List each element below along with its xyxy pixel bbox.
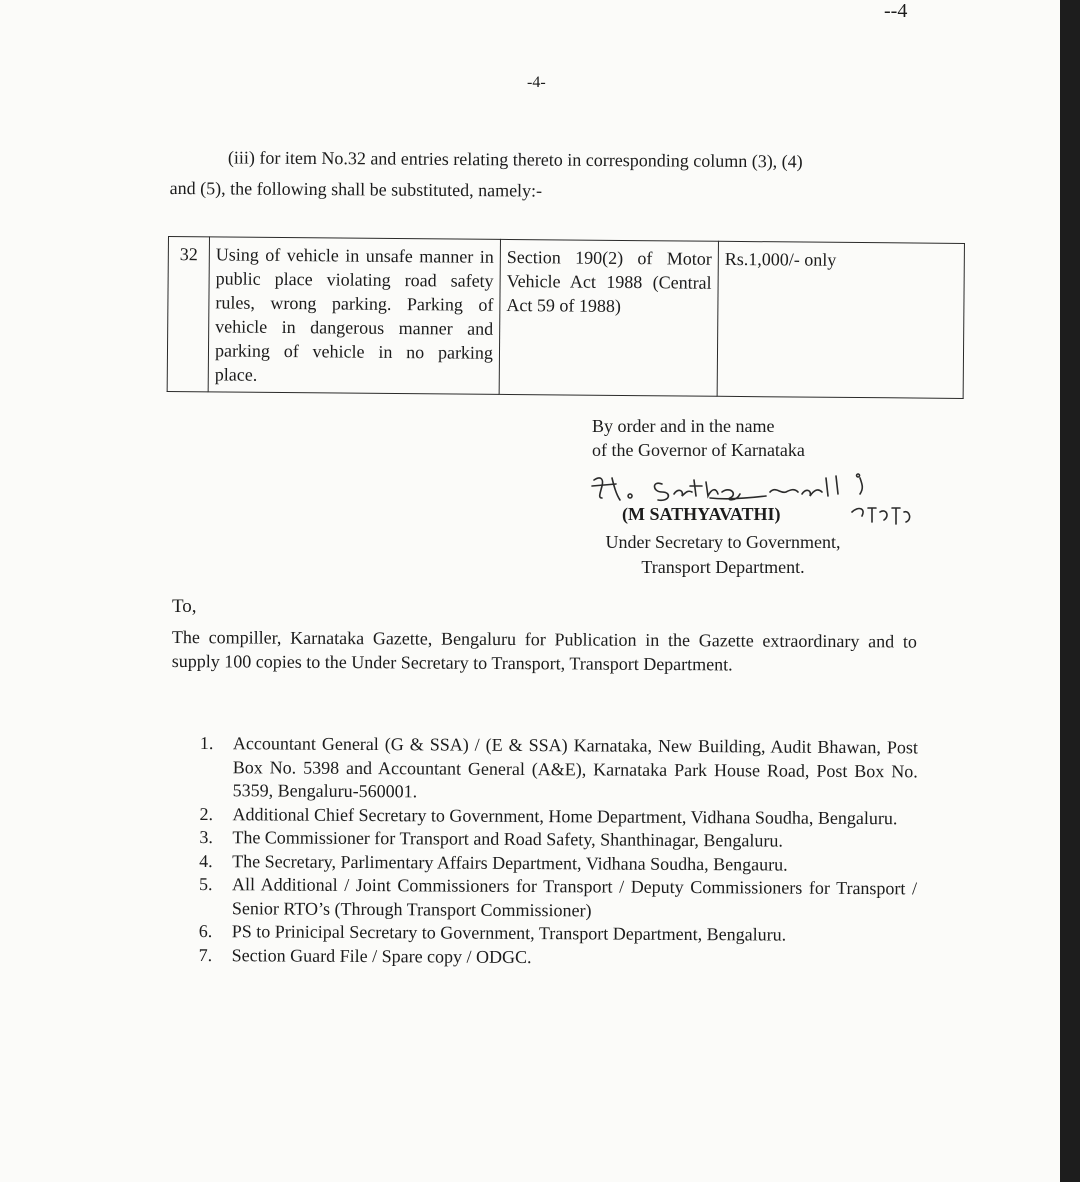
corner-page-number: --4 <box>884 0 908 22</box>
signatory-title-line-1: Under Secretary to Government, <box>605 532 841 552</box>
table-row <box>167 237 964 399</box>
list-item-number: 6. <box>198 920 213 942</box>
offence-cell: Using of vehicle in unsafe manner in public place violating road safety rules, wrong parking. Parking of vehicle in dangerous manner and parking of vehicle in no parking place. <box>208 237 500 395</box>
copy-distribution-list <box>199 732 918 971</box>
fine-cell: Rs.1,000/- only <box>717 241 964 398</box>
signatory-title <box>583 530 863 580</box>
intro-paragraph <box>170 142 915 209</box>
signatory-title-line-2: Transport Department. <box>641 557 805 577</box>
to-label: To, <box>172 596 197 617</box>
page-number: -4- <box>527 74 546 91</box>
list-item-text: Section Guard File / Spare copy / ODGC. <box>231 944 532 967</box>
schedule-table <box>167 236 965 399</box>
intro-line-2: and (5), the following shall be substituted, namely:- <box>169 177 543 201</box>
section-cell: Section 190(2) of Motor Vehicle Act 1988 (Central Act 59 of 1988) <box>499 239 718 396</box>
order-line-1: By order and in the name <box>592 416 775 436</box>
list-item-number: 7. <box>198 944 213 965</box>
item-number-cell: 32 <box>167 237 209 392</box>
list-item-number: 5. <box>199 873 213 895</box>
list-item <box>199 943 917 971</box>
order-block <box>592 414 805 462</box>
list-item-text: Additional Chief Secretary to Government, Home Department, Vidhana Soudha, Bengaluru. <box>232 803 898 828</box>
list-item-text: The Secretary, Parlimentary Affairs Department, Vidhana Soudha, Bengauru. <box>232 850 788 875</box>
signatory-name: (M SATHYAVATHI) <box>622 504 781 524</box>
list-item <box>199 873 917 924</box>
list-item-text: Accountant General (G & SSA) / (E & SSA) Karnataka, New Building, Audit Bhawan, Post Box No. 5398 and Accountant General (A&E), Karnataka Park House Road, Post Box No. 5359, Bengaluru-560001. <box>232 733 918 802</box>
list-item-text: The Commissioner for Transport and Road Safety, Shanthinagar, Bengaluru. <box>232 827 783 851</box>
order-line-2: of the Governor of Karnataka <box>592 440 805 460</box>
compiler-paragraph: The compiller, Karnataka Gazette, Bengaluru for Publication in the Gazette extraordinary and to supply 100 copies to the Under Secretary to Transport, Transport Department. <box>171 626 917 675</box>
list-item-text: All Additional / Joint Commissioners for Transport / Deputy Commissioners for Transport / Senior RTO’s (Through Transport Commissioner) <box>231 874 918 920</box>
list-item-text: PS to Prinicipal Secretary to Government, Transport Department, Bengaluru. <box>231 921 787 945</box>
list-item <box>200 732 918 807</box>
list-item-number: 2. <box>199 803 214 824</box>
list-item-number: 3. <box>199 826 213 848</box>
list-item-number: 1. <box>199 733 214 754</box>
list-item-number: 4. <box>199 850 213 871</box>
intro-line-1: (iii) for item No.32 and entries relating thereto in corresponding column (3), (4) <box>227 147 803 172</box>
